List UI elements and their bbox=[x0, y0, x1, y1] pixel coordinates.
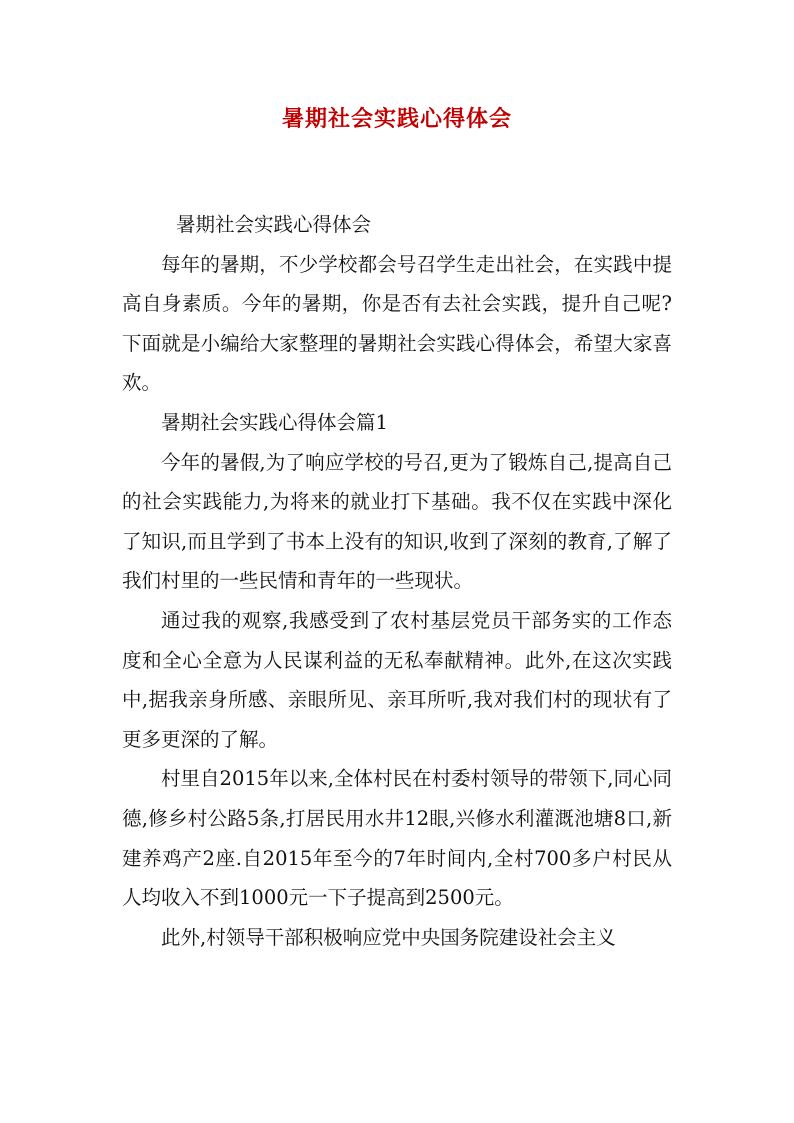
body-paragraph-4: 此外,村领导干部积极响应党中央国务院建设社会主义 bbox=[161, 925, 616, 949]
body-paragraph-1: 今年的暑假,为了响应学校的号召,更为了锻炼自己,提高自己的社会实践能力,为将来的就业打下基础。我不仅在实践中深化了知识,而且学到了书本上没有的知识,收到了深刻的教育,了解了我们村里的一些民情和青年的一些现状。 bbox=[122, 450, 672, 593]
document-title: 暑期社会实践心得体会 bbox=[281, 106, 512, 132]
section-heading: 暑期社会实践心得体会篇1 bbox=[161, 410, 388, 434]
body-paragraph-2: 通过我的观察,我感受到了农村基层党员干部务实的工作态度和全心全意为人民谋利益的无私奉献精神。此外,在这次实践中,据我亲身所感、亲眼所见、亲耳所听,我对我们村的现状有了更多更深的了解。 bbox=[122, 608, 672, 751]
body-paragraph-3: 村里自2015年以来,全体村民在村委村领导的带领下,同心同德,修乡村公路5条,打居民用水井12眼,兴修水利灌溉池塘8口,新建养鸡产2座.自2015年至今的7年时间内,全村700多户村民从人均收入不到1000元一下子提高到2500元。 bbox=[122, 767, 672, 910]
intro-paragraph: 每年的暑期，不少学校都会号召学生走出社会，在实践中提高自身素质。今年的暑期，你是否有去社会实践，提升自己呢?下面就是小编给大家整理的暑期社会实践心得体会，希望大家喜欢。 bbox=[122, 252, 672, 395]
subtitle-paragraph: 暑期社会实践心得体会 bbox=[176, 213, 372, 236]
document-body bbox=[122, 205, 672, 957]
